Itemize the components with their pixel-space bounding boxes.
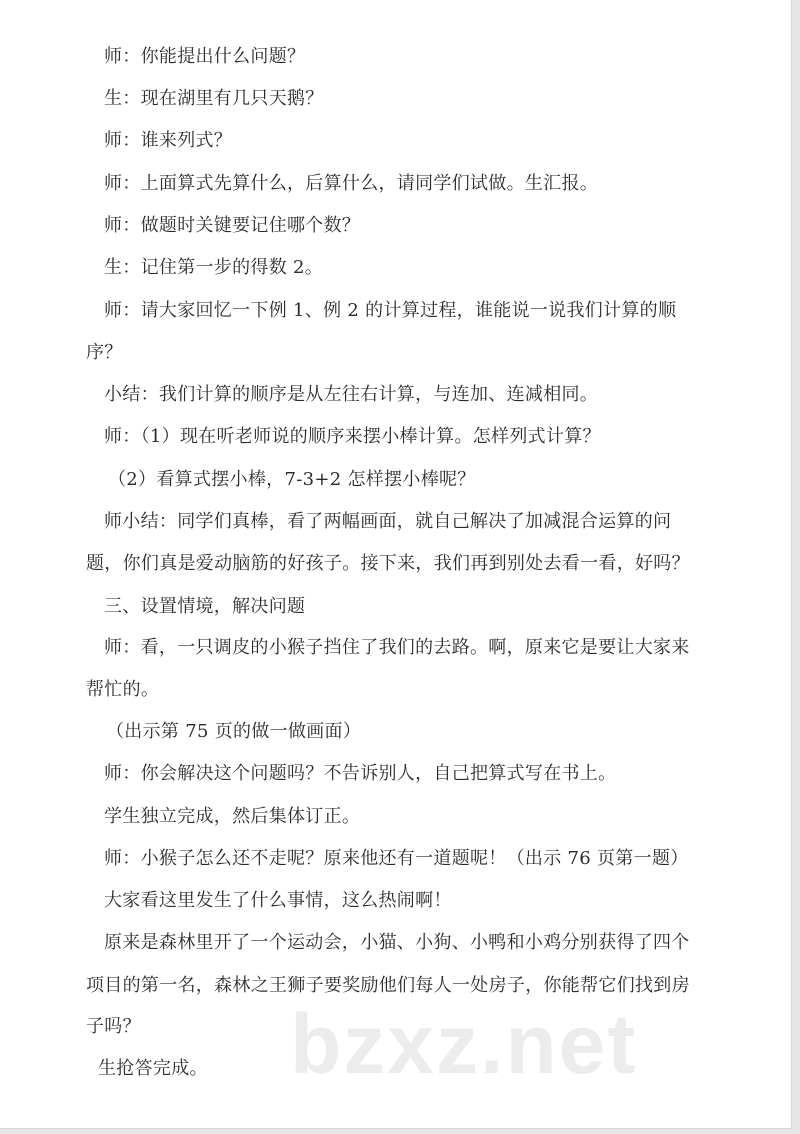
paragraph-line: 师：你能提出什么问题？	[104, 46, 306, 67]
paragraph-line: 学生独立完成，然后集体订正。	[104, 806, 361, 827]
paragraph-line: 小结：我们计算的顺序是从左往右计算，与连加、连减相同。	[104, 384, 599, 405]
paragraph-line: 生抢答完成。	[98, 1058, 208, 1079]
paragraph-line: 师：你会解决这个问题吗？不告诉别人，自己把算式写在书上。	[104, 763, 617, 784]
paragraph-line: 生：现在湖里有几只天鹅？	[104, 88, 324, 109]
paragraph-line: 师：上面算式先算什么，后算什么，请同学们试做。生汇报。	[104, 173, 599, 194]
paragraph-line: （出示第 75 页的做一做画面）	[106, 721, 362, 742]
paragraph-line: 师：小猴子怎么还不走呢？原来他还有一道题呢！（出示 76 页第一题）	[104, 848, 689, 869]
paragraph-line: 师：谁来列式？	[104, 130, 233, 151]
paragraph-line: 题，你们真是爱动脑筋的好孩子。接下来，我们再到别处去看一看，好吗？	[86, 553, 690, 574]
paragraph-line: 大家看这里发生了什么事情，这么热闹啊！	[104, 890, 452, 911]
paragraph-line: 序？	[86, 342, 123, 363]
paragraph-line: 项目的第一名，森林之王狮子要奖励他们每人一处房子，你能帮它们找到房	[86, 975, 690, 996]
section-heading: 三、设置情境，解决问题	[104, 596, 306, 617]
paragraph-line: 子吗？	[86, 1016, 141, 1037]
watermark: bzxz.net	[290, 997, 638, 1091]
paragraph-line: 师：做题时关键要记住哪个数？	[104, 215, 361, 236]
paragraph-line: 师：请大家回忆一下例 1、例 2 的计算过程，谁能说一说我们计算的顺	[104, 300, 677, 321]
paragraph-line: 帮忙的。	[86, 679, 160, 700]
paragraph-line: （2）看算式摆小棒，7-3+2 怎样摆小棒呢？	[108, 469, 476, 490]
paragraph-line: 师：（1）现在听老师说的顺序来摆小棒计算。怎样列式计算？	[104, 426, 601, 447]
paragraph-line: 师小结：同学们真棒，看了两幅画面，就自己解决了加减混合运算的问	[104, 511, 672, 532]
paragraph-line: 生：记住第一步的得数 2。	[104, 257, 324, 278]
paragraph-line: 原来是森林里开了一个运动会，小猫、小狗、小鸭和小鸡分别获得了四个	[104, 932, 690, 953]
paragraph-line: 师：看，一只调皮的小猴子挡住了我们的去路。啊，原来它是要让大家来	[104, 637, 690, 658]
